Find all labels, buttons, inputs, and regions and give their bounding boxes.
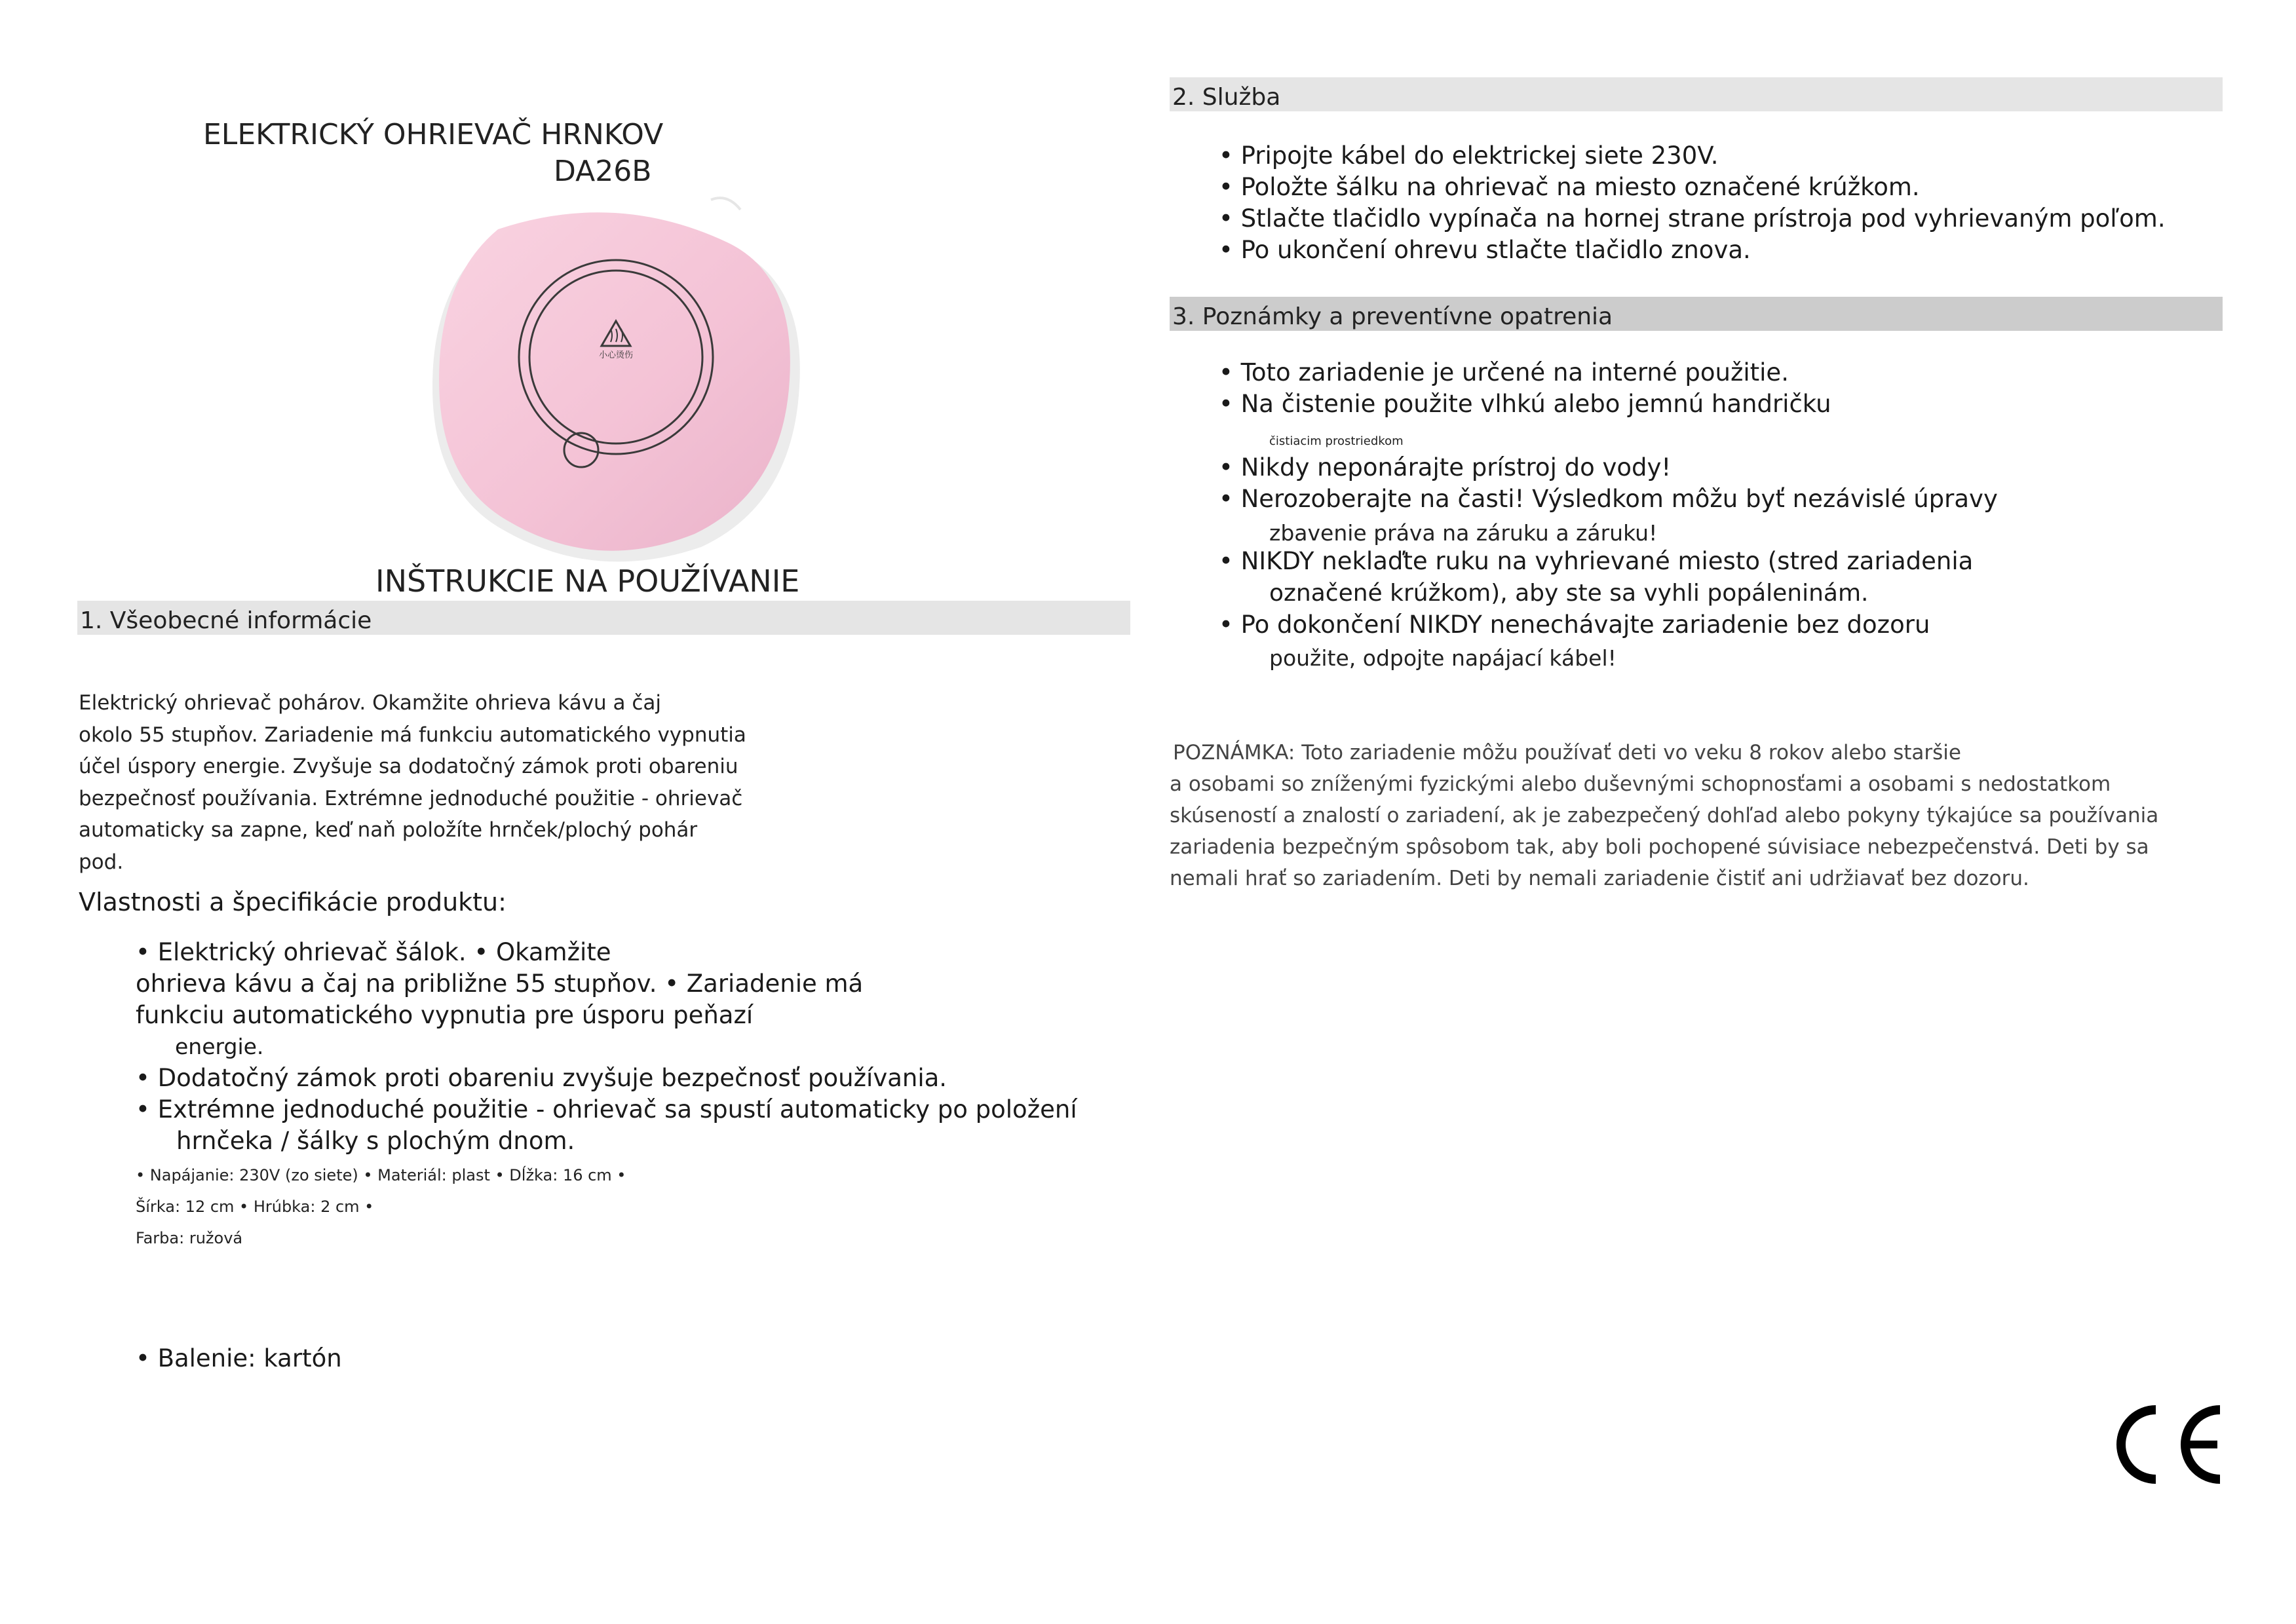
product-title: ELEKTRICKÝ OHRIEVAČ HRNKOV bbox=[203, 118, 664, 151]
packaging-info: • Balenie: kartón bbox=[136, 1344, 342, 1372]
service-item: • Po ukončení ohrevu stlačte tlačidlo znova. bbox=[1219, 236, 1751, 264]
feature-line: • Dodatočný zámok proti obareniu zvyšuje bezpečnosť používania. bbox=[136, 1064, 947, 1092]
section-1-header bbox=[77, 601, 1130, 635]
paragraph-line: okolo 55 stupňov. Zariadenie má funkciu automatického vypnutia bbox=[79, 723, 746, 747]
plate-warning-text: 小心烫伤 bbox=[598, 350, 634, 360]
precaution-item: • Na čistenie použite vlhkú alebo jemnú handričku bbox=[1219, 390, 1831, 418]
note-line: zariadenia bezpečným spôsobom tak, aby boli pochopené súvisiace nebezpečenstvá. Deti by sa bbox=[1170, 835, 2149, 859]
general-info-paragraph bbox=[79, 687, 746, 878]
ce-mark-icon bbox=[2110, 1402, 2225, 1487]
section-3-heading: 3. Poznámky a preventívne opatrenia bbox=[1172, 303, 1613, 330]
precaution-item: • Nerozoberajte na časti! Výsledkom môžu byť nezávislé úpravy bbox=[1219, 485, 1998, 513]
precaution-item: • Nikdy neponárajte prístroj do vody! bbox=[1219, 453, 1672, 482]
feature-line: • Extrémne jednoduché použitie - ohrievač sa spustí automaticky po položení bbox=[136, 1095, 1077, 1124]
service-item: • Položte šálku na ohrievač na miesto označené krúžkom. bbox=[1219, 173, 1920, 201]
note-line: a osobami so zníženými fyzickými alebo duševnými schopnosťami a osobami s nedostatkom bbox=[1170, 772, 2111, 796]
paragraph-line: účel úspory energie. Zvyšuje sa dodatočný zámok proti obareniu bbox=[79, 755, 738, 778]
precaution-item-cont: čistiacim prostriedkom bbox=[1269, 434, 1404, 448]
section-2-header bbox=[1170, 77, 2223, 111]
feature-list bbox=[136, 937, 1077, 1157]
precaution-item: • NIKDY neklaďte ruku na vyhrievané miesto (stred zariadenia bbox=[1219, 547, 1974, 575]
precaution-item-cont: označené krúžkom), aby ste sa vyhli popáleninám. bbox=[1269, 580, 1869, 607]
paragraph-line: automaticky sa zapne, keď naň položíte hrnček/plochý pohár bbox=[79, 818, 698, 842]
precaution-item-cont: použite, odpojte napájací kábel! bbox=[1269, 645, 1617, 671]
note-line: nemali hrať so zariadením. Deti by nemali zariadenie čistiť ani udržiavať bez dozoru. bbox=[1170, 867, 2029, 890]
paragraph-line: Elektrický ohrievač pohárov. Okamžite ohrieva kávu a čaj bbox=[79, 691, 662, 715]
instructions-title: INŠTRUKCIE NA POUŽÍVANIE bbox=[375, 563, 800, 599]
spec-line: Farba: ružová bbox=[136, 1229, 243, 1247]
service-item: • Pripojte kábel do elektrickej siete 230V. bbox=[1219, 142, 1719, 170]
paragraph-line: bezpečnosť používania. Extrémne jednoduché použitie - ohrievač bbox=[79, 786, 743, 810]
section-3-header bbox=[1170, 297, 2223, 331]
feature-line: hrnčeka / šálky s plochým dnom. bbox=[176, 1127, 575, 1155]
feature-line: funkciu automatického vypnutia pre úsporu peňazí bbox=[136, 1001, 754, 1029]
precaution-item-cont: zbavenie práva na záruku a záruku! bbox=[1269, 520, 1658, 546]
product-model: DA26B bbox=[554, 155, 652, 188]
paragraph-line: pod. bbox=[79, 850, 124, 874]
precaution-item: • Po dokončení NIKDY nenechávajte zariadenie bez dozoru bbox=[1219, 611, 1930, 639]
spec-line: Šírka: 12 cm • Hrúbka: 2 cm • bbox=[136, 1198, 374, 1216]
service-list bbox=[1219, 140, 2166, 266]
note-line: POZNÁMKA: Toto zariadenie môžu používať deti vo veku 8 rokov alebo staršie bbox=[1173, 741, 1961, 765]
feature-line: energie. bbox=[175, 1034, 264, 1059]
spec-heading: Vlastnosti a špecifikácie produktu: bbox=[79, 888, 507, 916]
mug-warmer-product-image bbox=[419, 190, 826, 570]
spec-line: • Napájanie: 230V (zo siete) • Materiál: plast • Dĺžka: 16 cm • bbox=[136, 1166, 626, 1184]
precaution-item: • Toto zariadenie je určené na interné použitie. bbox=[1219, 358, 1789, 387]
service-item: • Stlačte tlačidlo vypínača na hornej strane prístroja pod vyhrievaným poľom. bbox=[1219, 204, 2166, 233]
section-1-heading: 1. Všeobecné informácie bbox=[80, 607, 372, 634]
safety-note bbox=[1170, 737, 2158, 894]
feature-line: • Elektrický ohrievač šálok. • Okamžite bbox=[136, 938, 611, 966]
note-line: skúseností a znalostí o zariadení, ak je zabezpečený dohľad alebo pokyny týkajúce sa používania bbox=[1170, 804, 2159, 827]
section-2-heading: 2. Služba bbox=[1172, 84, 1281, 111]
feature-line: ohrieva kávu a čaj na približne 55 stupňov. • Zariadenie má bbox=[136, 970, 864, 998]
